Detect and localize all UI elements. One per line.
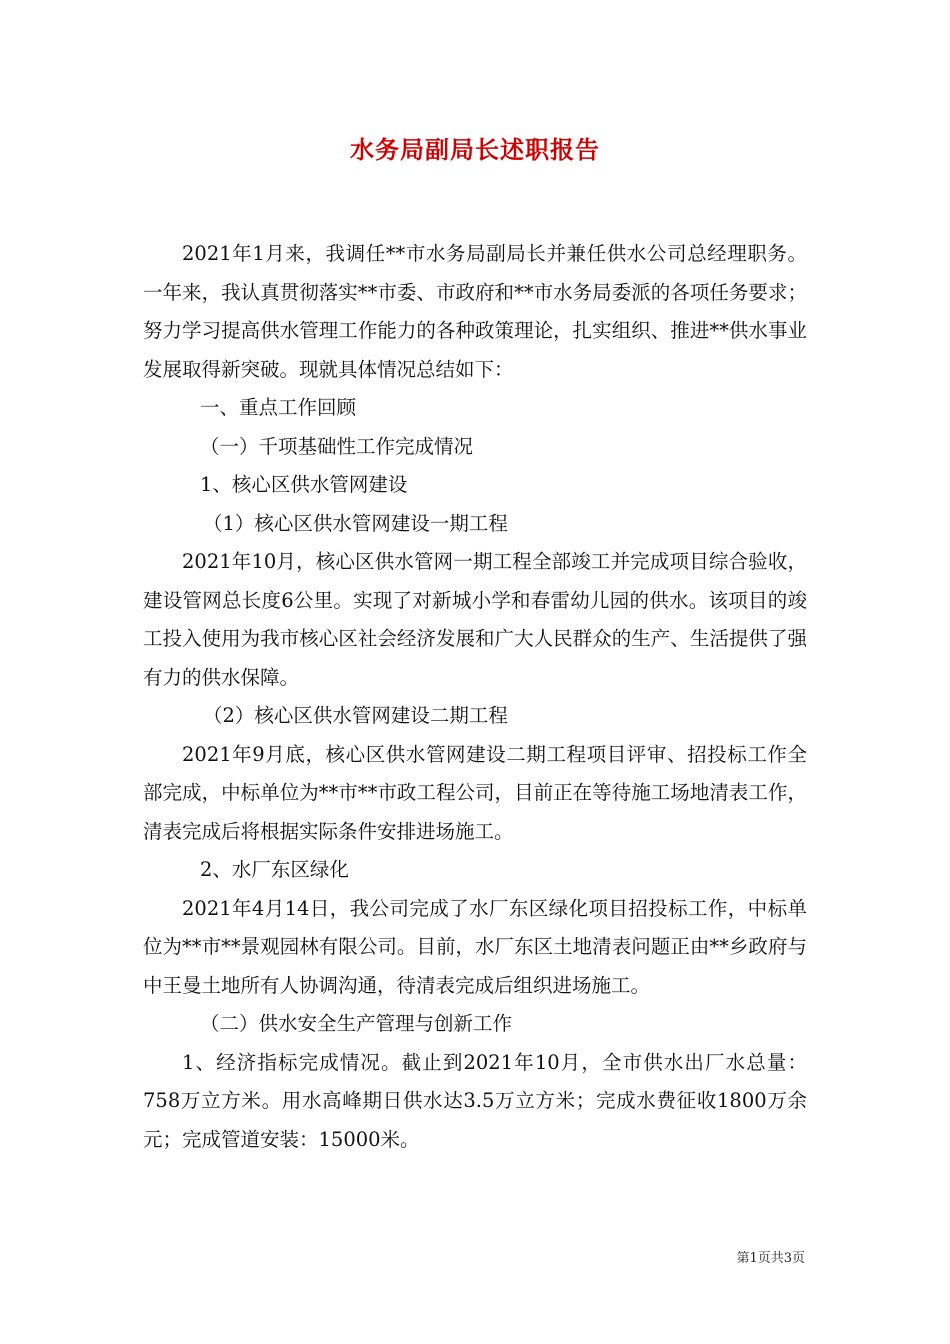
- document-body: [143, 235, 807, 1159]
- paragraph-phase-one: 2021年10月，核心区供水管网一期工程全部竣工并完成项目综合验收，建设管网总长度6公里。实现了对新城小学和春雷幼儿园的供水。该项目的竣工投入使用为我市核心区社会经济发展和广大人民群众的生产、生活提供了强有力的供水保障。: [143, 550, 807, 689]
- subsection-heading-safety: （二）供水安全生产管理与创新工作: [200, 1012, 513, 1035]
- paragraph-phase-two: 2021年9月底，核心区供水管网建设二期工程项目评审、招投标工作全部完成，中标单位为**市**市政工程公司，目前正在等待施工场地清表工作，清表完成后将根据实际条件安排进场施工。: [143, 742, 807, 843]
- paragraph-economic-indicators: 1、经济指标完成情况。截止到2021年10月，全市供水出厂水总量：758万立方米。用水高峰期日供水达3.5万立方米；完成水费征收1800万余元；完成管道安装：15000米。: [143, 1050, 807, 1151]
- subsection-heading-basic-work: （一）千项基础性工作完成情况: [200, 434, 474, 458]
- section-heading-review: 一、重点工作回顾: [200, 396, 357, 419]
- subitem-heading-phase-two: （2）核心区供水管网建设二期工程: [203, 704, 508, 727]
- paragraph-greening: 2021年4月14日，我公司完成了水厂东区绿化项目招投标工作，中标单位为**市**景观园林有限公司。目前，水厂东区土地清表问题正由**乡政府与中王曼土地所有人协调沟通，待清表完成后组织进场施工。: [143, 896, 807, 997]
- page-number: 第1页共3页: [736, 1251, 805, 1266]
- item-heading-pipe-network: 1、核心区供水管网建设: [200, 473, 408, 496]
- document-title: 水务局副局长述职报告: [350, 135, 600, 164]
- subitem-heading-phase-one: （1）核心区供水管网建设一期工程: [203, 511, 508, 535]
- item-heading-greening: 2、水厂东区绿化: [200, 858, 349, 881]
- paragraph-intro: 2021年1月来，我调任**市水务局副局长并兼任供水公司总经理职务。一年来，我认真贯彻落实**市委、市政府和**市水务局委派的各项任务要求；努力学习提高供水管理工作能力的各种政策理论，扎实组织、推进**供水事业发展取得新突破。现就具体情况总结如下：: [143, 242, 807, 381]
